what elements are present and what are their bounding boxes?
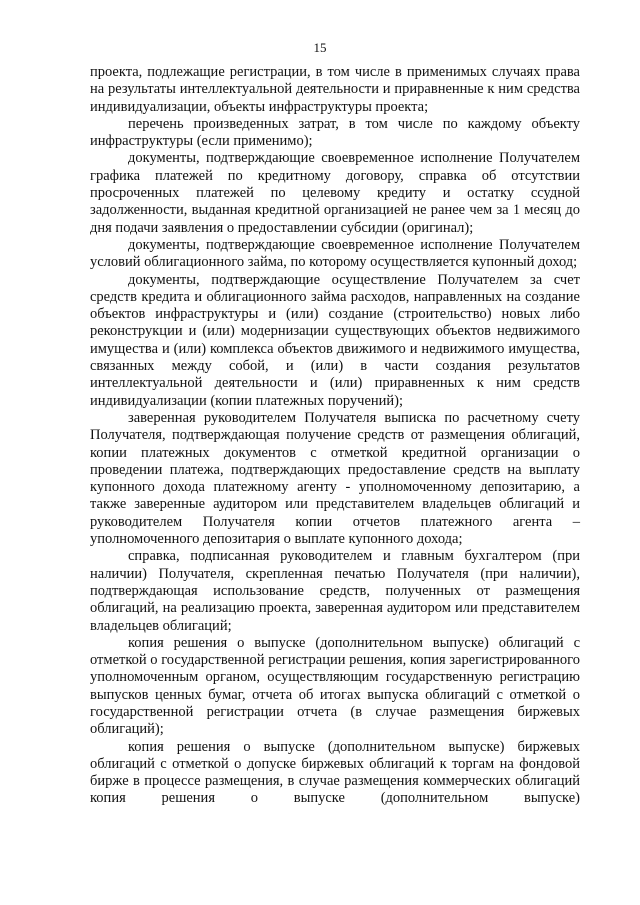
paragraph-loan-schedule-documents: документы, подтверждающие своевременное исполнение Получателем графика платежей по кредитному договору, справка об отсутствии просроченных платежей по целевому кредиту и остатку ссудной задолженности, выданная кредитной организацией не ранее чем за 1 месяц до дня подачи заявления о предоставлении субсидии (оригинал); bbox=[90, 150, 580, 236]
page-number: 15 bbox=[313, 40, 327, 55]
document-body bbox=[90, 64, 580, 808]
paragraph-expenses-documents: документы, подтверждающие осуществление Получателем за счет средств кредита и облигационного займа расходов, направленных на создание объектов инфраструктуры и (или) создание (строительство) новых либо реконструкции и (или) модернизации существующих объектов недвижимого имущества и (или) комплекса объектов движимого и недвижимого имущества, связанных между собой, и (или) в части создания результатов интеллектуальной деятельности и (или) приравненных к ним средств индивидуализации (копии платежных поручений); bbox=[90, 271, 580, 409]
paragraph-exchange-bonds-decision: копия решения о выпуске (дополнительном выпуске) биржевых облигаций с отметкой о допуске биржевых облигаций к торгам на фондовой бирже в процессе размещения, в случае размещения коммерческих облигаций копия решения о выпуске (дополнительном выпуске) bbox=[90, 738, 580, 807]
paragraph-project-rights: проекта, подлежащие регистрации, в том числе в применимых случаях права на результаты интеллектуальной деятельности и приравненные к ним средства индивидуализации, объекты инфраструктуры проекта; bbox=[90, 64, 580, 115]
paragraph-costs-list: перечень произведенных затрат, в том числе по каждому объекту инфраструктуры (если применимо); bbox=[90, 115, 580, 150]
paragraph-issue-decision-copy: копия решения о выпуске (дополнительном выпуске) облигаций с отметкой о государственной регистрации решения, копия зарегистрированного уполномоченным органом, осуществляющим государственную регистрацию выпусков ценных бумаг, отчета об итогах выпуска облигаций с отметкой о государственной регистрации отчета (в случае размещения биржевых облигаций); bbox=[90, 634, 580, 738]
paragraph-bond-terms-documents: документы, подтверждающие своевременное исполнение Получателем условий облигационного займа, по которому осуществляется купонный доход; bbox=[90, 236, 580, 271]
paragraph-account-statement: заверенная руководителем Получателя выписка по расчетному счету Получателя, подтверждающая получение средств от размещения облигаций, копии платежных документов с отметкой кредитной организации о проведении платежа, подтверждающих предоставление средств на выплату купонного дохода платежному агенту - уполномоченному депозитарию, а также заверенные аудитором или представителем владельцев облигаций и руководителем Получателя копии отчетов платежного агента – уполномоченного депозитария о выплате купонного дохода; bbox=[90, 409, 580, 548]
paragraph-funds-usage-certificate: справка, подписанная руководителем и главным бухгалтером (при наличии) Получателя, скрепленная печатью Получателя (при наличии), подтверждающая использование средств, полученных от размещения облигаций, на реализацию проекта, заверенная аудитором или представителем владельцев облигаций; bbox=[90, 548, 580, 634]
